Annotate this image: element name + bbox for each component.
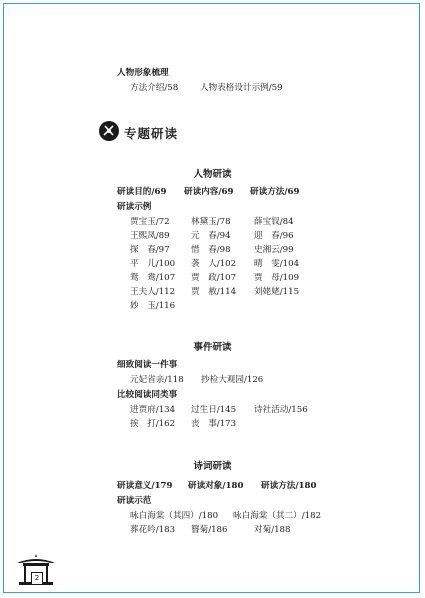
toc-entry[interactable]: 研读内容/69 [184,187,234,197]
heading-character-image: 人物形象梳理 [117,68,169,78]
toc-entry[interactable]: 袭 人/102 [191,259,237,269]
toc-entry[interactable]: 挨 打/162 [130,419,176,429]
toc-entry[interactable]: 元 春/94 [191,231,231,241]
toc-entry[interactable]: 研读对象/180 [188,481,244,491]
toc-entry[interactable]: 刘姥姥/115 [254,287,300,297]
poems-title: 诗词研读 [193,461,232,472]
toc-entry[interactable]: 进贾府/134 [130,405,176,415]
people-title: 人物研读 [193,169,232,180]
toc-entry[interactable]: 史湘云/99 [254,245,294,255]
toc-entry[interactable]: 王夫人/112 [130,287,176,297]
toc-entry[interactable]: 晴 雯/104 [254,259,300,269]
events-sub1: 细致阅读一件事 [117,360,178,370]
examples-label: 研读示例 [117,202,152,212]
toc-entry[interactable]: 王熙凤/89 [130,231,170,241]
toc-entry[interactable]: 妙 玉/116 [130,301,176,311]
toc-entry[interactable]: 簪菊/186 [191,525,228,535]
poems-examples-label: 研读示范 [117,496,152,506]
toc-entry[interactable]: 诗社活动/156 [254,405,308,415]
toc-entry[interactable]: 抄检大观园/126 [201,375,264,385]
toc-entry[interactable]: 研读意义/179 [117,481,173,491]
toc-entry[interactable]: 葬花吟/183 [130,525,176,535]
toc-entry[interactable]: 薛宝钗/84 [254,217,294,227]
toc-entry[interactable]: 研读方法/180 [261,481,317,491]
toc-entry[interactable]: 元妃省亲/118 [130,375,184,385]
toc-entry[interactable]: 平 儿/100 [130,259,176,269]
toc-entry[interactable]: 丧 事/173 [191,419,237,429]
events-title: 事件研读 [193,342,232,353]
toc-entry[interactable]: 对菊/188 [254,525,291,535]
toc-entry[interactable]: 方法介绍/58 [130,83,179,93]
events-sub2: 比较阅读同类事 [117,390,178,400]
toc-entry[interactable]: 咏白海棠（其二）/182 [233,511,322,521]
page-number: 2 [31,572,43,585]
toc-entry[interactable]: 林黛玉/78 [191,217,231,227]
section-emblem-icon [99,121,119,141]
toc-entry[interactable]: 贾 政/107 [191,273,237,283]
toc-entry[interactable]: 惜 春/98 [191,245,231,255]
section-title: 专题研读 [124,126,179,141]
toc-entry[interactable]: 贾 母/109 [254,273,300,283]
toc-entry[interactable]: 鸳 鸯/107 [130,273,176,283]
toc-entry[interactable]: 过生日/145 [191,405,237,415]
toc-entry[interactable]: 研读目的/69 [117,187,167,197]
toc-entry[interactable]: 研读方法/69 [250,187,300,197]
toc-entry[interactable]: 贾宝玉/72 [130,217,170,227]
toc-entry[interactable]: 迎 春/96 [254,231,294,241]
toc-entry[interactable]: 人物表格设计示例/59 [200,83,283,93]
toc-entry[interactable]: 咏白海棠（其四）/180 [130,511,219,521]
toc-entry[interactable]: 探 春/97 [130,245,170,255]
toc-entry[interactable]: 贾 赦/114 [191,287,237,297]
